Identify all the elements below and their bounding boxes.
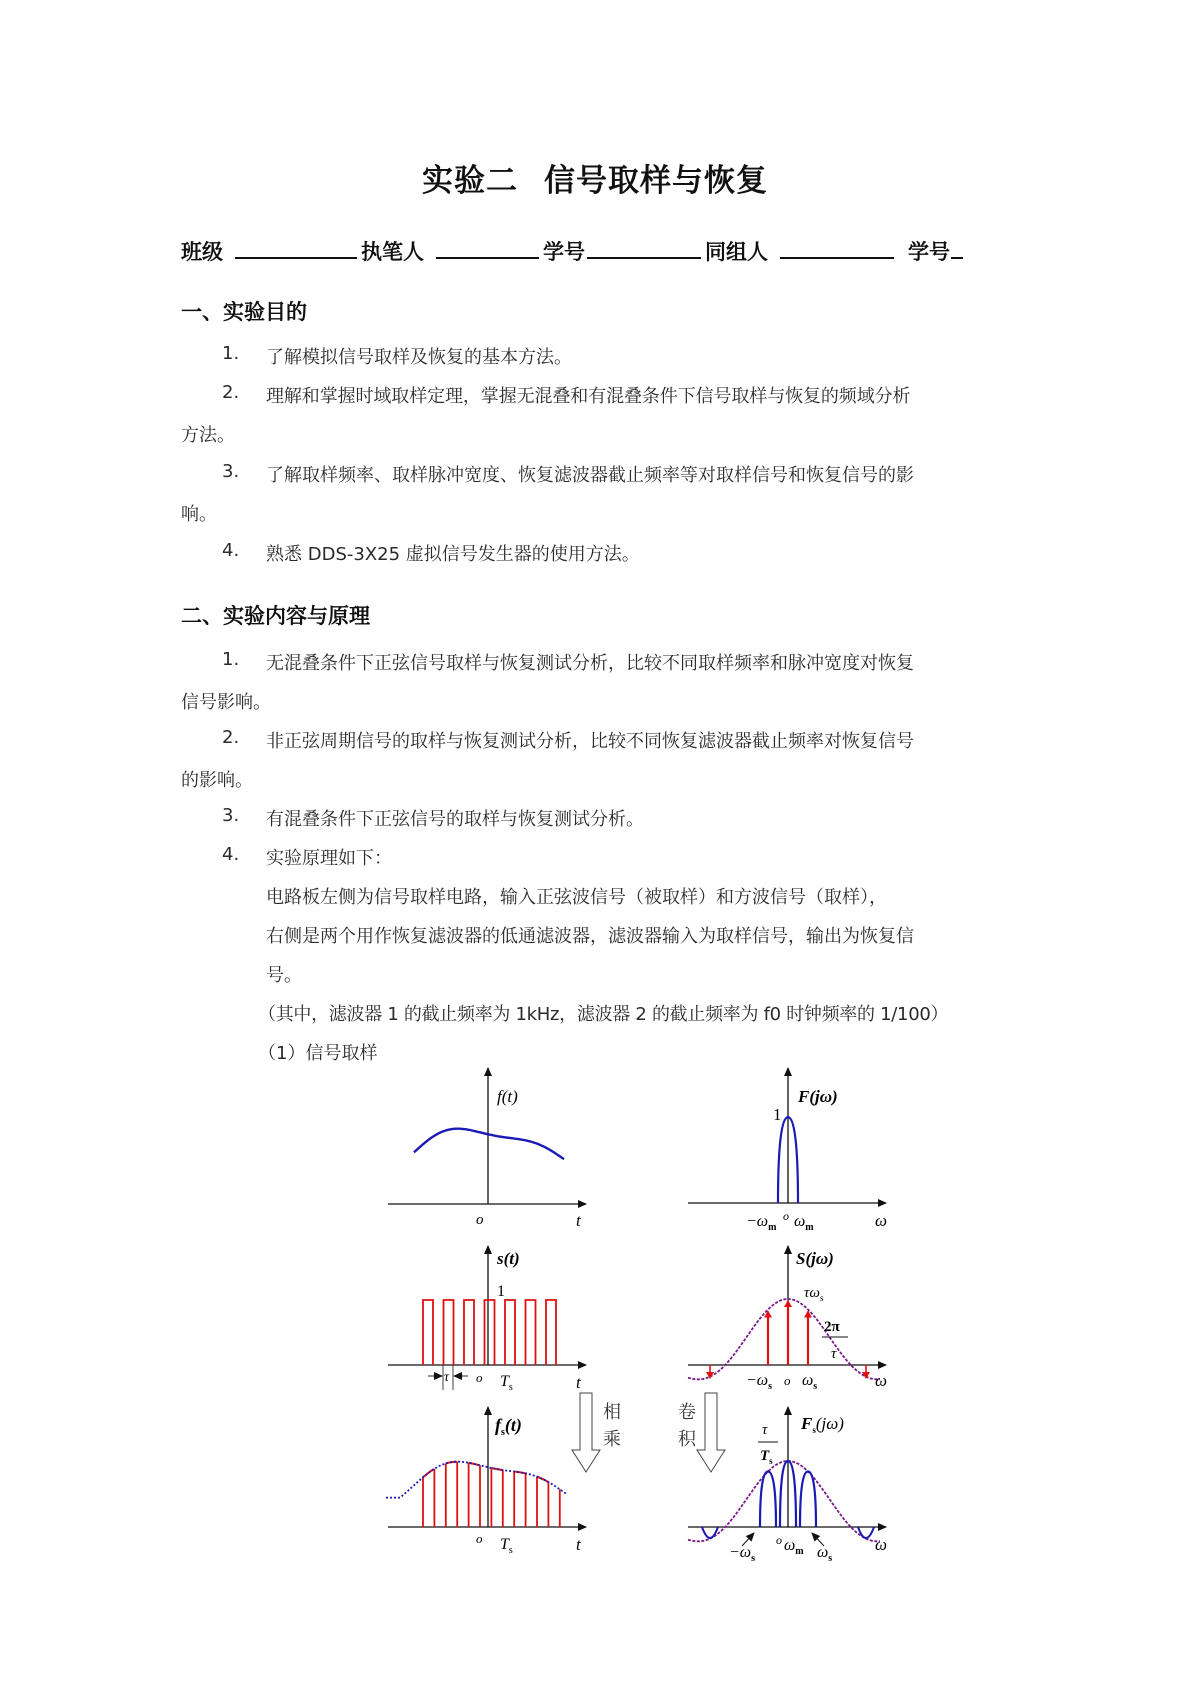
item-number: 2. [222, 727, 240, 748]
item-number: 2. [222, 382, 240, 403]
principle-line: 号。 [266, 965, 302, 986]
item-text: 非正弦周期信号的取样与恢复测试分析，比较不同恢复滤波器截止频率对恢复信号 [266, 731, 914, 752]
student-info-line [181, 236, 967, 266]
level-label: 1 [497, 1283, 505, 1300]
panel-sampled-spectrum [688, 1407, 887, 1564]
xlabel-t: t [576, 1373, 581, 1392]
tick-neg-omega-s: $-\omega_s$ [746, 1372, 772, 1392]
item-number: 1. [222, 649, 240, 670]
sample-top [537, 1477, 548, 1482]
item-text: 熟悉 DDS-3X25 虚拟信号发生器的使用方法。 [266, 544, 640, 565]
period-label: $T_s$ [500, 1373, 513, 1393]
item-text: 了解模拟信号取样及恢复的基本方法。 [266, 347, 572, 368]
origin-label: o [476, 1212, 484, 1228]
pulse [526, 1300, 536, 1365]
peak-denominator: $T_s$ [760, 1448, 773, 1466]
panel-signal-spectrum [688, 1068, 887, 1233]
title-experiment-name: 信号取样与恢复 [544, 163, 768, 199]
tick-pos-omega-m: $\omega_m$ [794, 1213, 814, 1233]
sample-top [514, 1472, 525, 1474]
origin-label: o [783, 1209, 789, 1223]
class-label: 班级 [181, 240, 223, 264]
xlabel-omega: ω [875, 1211, 888, 1230]
tick-omega-m: $\omega_m$ [784, 1537, 804, 1557]
origin-label: o [476, 1531, 483, 1546]
title-experiment-number: 实验二 [422, 163, 518, 199]
page-title [0, 155, 1190, 200]
pulse [485, 1300, 495, 1365]
author-field[interactable] [436, 237, 539, 259]
origin-label: o [476, 1370, 483, 1385]
item-text-continued: 的影响。 [181, 770, 253, 791]
multiply-label-1: 相 [603, 1402, 621, 1422]
item-number: 3. [222, 461, 240, 482]
item-text: 无混叠条件下正弦信号取样与恢复测试分析，比较不同取样频率和脉冲宽度对恢复 [266, 653, 914, 674]
partner-id-field[interactable] [951, 237, 963, 259]
item-number: 3. [222, 805, 240, 826]
tau-label: τ [444, 1370, 450, 1385]
multiply-label-2: 乘 [603, 1429, 621, 1449]
signal-curve [414, 1129, 564, 1160]
sample-pulses [423, 1462, 560, 1527]
class-field[interactable] [235, 237, 357, 259]
author-label: 执笔人 [361, 240, 424, 264]
tick-pos-omega-s: $\omega_s$ [802, 1372, 818, 1392]
item-text-continued: 响。 [181, 504, 217, 525]
item-text: 有混叠条件下正弦信号的取样与恢复测试分析。 [266, 809, 644, 830]
item-text: 理解和掌握时域取样定理，掌握无混叠和有混叠条件下信号取样与恢复的频域分析 [266, 386, 911, 407]
peak-label: $\tau\omega_s$ [804, 1285, 824, 1303]
principle-line: 右侧是两个用作恢复滤波器的低通滤波器，滤波器输入为取样信号，输出为恢复信 [266, 926, 914, 947]
zero-crossing-numerator: 2π [824, 1319, 840, 1335]
item-number: 4. [222, 540, 240, 561]
origin-label: o [776, 1533, 782, 1547]
zero-crossing-denominator: τ [831, 1346, 837, 1362]
peak-label: 1 [773, 1105, 782, 1124]
section-heading-objectives: 一、实验目的 [181, 300, 307, 324]
tick-neg-omega-m: $-\omega_m$ [746, 1213, 777, 1233]
partner-id-label: 学号 [908, 240, 950, 264]
panel-time-signal [388, 1068, 586, 1230]
ylabel-S-jw: S(jω) [796, 1249, 834, 1268]
convolve-label-2: 积 [678, 1429, 696, 1449]
ylabel-f-t: f(t) [497, 1087, 518, 1106]
pulse [423, 1300, 433, 1365]
spectrum-copy [858, 1527, 874, 1538]
convolve-arrow [678, 1393, 725, 1472]
spectrum-copy [760, 1471, 776, 1527]
period-label: $T_s$ [500, 1536, 513, 1556]
subheading-signal-sampling: （1）信号取样 [258, 1043, 378, 1064]
student-id-field[interactable] [587, 237, 701, 259]
item-number: 4. [222, 844, 240, 865]
item-text-continued: 信号影响。 [181, 692, 271, 713]
ylabel-Fs-jw: $F_s(j\omega)$ [801, 1414, 844, 1435]
down-arrow-icon [572, 1393, 600, 1472]
panel-sampling-pulse [388, 1246, 586, 1393]
sample-top [491, 1468, 502, 1470]
panel-pulse-spectrum [688, 1246, 887, 1392]
sampling-diagram [360, 1060, 920, 1564]
pulse [444, 1300, 454, 1365]
panel-sampled-signal [386, 1407, 586, 1556]
filter-cutoff-note: （其中，滤波器 1 的截止频率为 1kHz，滤波器 2 的截止频率为 f0 时钟频率的 1/100） [258, 1004, 949, 1025]
xlabel-t: t [576, 1535, 581, 1554]
tick-pos-omega-s: $\omega_s$ [817, 1544, 833, 1564]
student-id-label: 学号 [543, 240, 585, 264]
pulse-train [423, 1300, 556, 1365]
origin-label: o [784, 1373, 791, 1388]
convolve-label-1: 卷 [678, 1402, 696, 1422]
principle-line: 电路板左侧为信号取样电路，输入正弦波信号（被取样）和方波信号（取样）， [266, 887, 887, 908]
ylabel-fs-t: $f_s(t)$ [495, 1415, 522, 1438]
item-number: 1. [222, 343, 240, 364]
pulse [505, 1300, 515, 1365]
ylabel-F-jw: F(jω) [798, 1087, 838, 1106]
xlabel-omega: ω [875, 1535, 888, 1554]
partner-label: 同组人 [705, 240, 768, 264]
pulse [464, 1300, 474, 1365]
item-text: 了解取样频率、取样脉冲宽度、恢复滤波器截止频率等对取样信号和恢复信号的影 [266, 465, 914, 486]
ylabel-s-t: s(t) [497, 1249, 520, 1268]
down-arrow-icon [697, 1393, 725, 1472]
section-heading-content-principle: 二、实验内容与原理 [181, 604, 370, 628]
impulse-lines [710, 1301, 866, 1378]
xlabel-omega: ω [875, 1371, 888, 1390]
envelope-curve [386, 1462, 566, 1498]
item-text: 实验原理如下： [266, 848, 392, 869]
pulse [546, 1300, 556, 1365]
item-text-continued: 方法。 [181, 425, 235, 446]
sinc-envelope [688, 1299, 880, 1379]
tick-neg-omega-s: $-\omega_s$ [729, 1544, 755, 1564]
multiply-arrow [572, 1393, 621, 1472]
peak-numerator: τ [762, 1422, 768, 1438]
spectrum-copy [800, 1471, 816, 1527]
partner-field[interactable] [780, 237, 894, 259]
xlabel-t: t [576, 1211, 581, 1230]
